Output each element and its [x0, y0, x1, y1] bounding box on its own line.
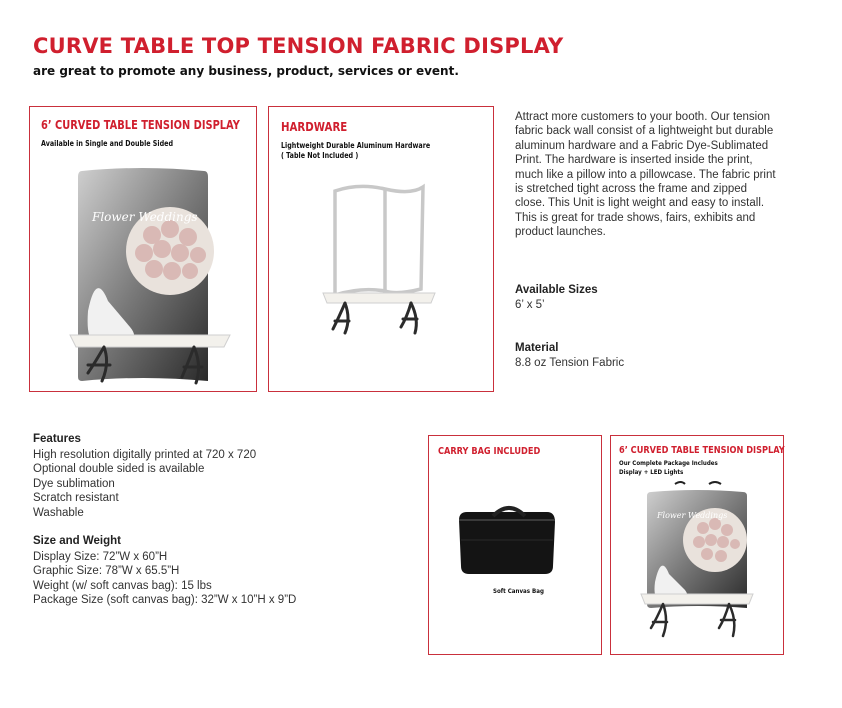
display-product-image	[30, 151, 256, 391]
package-card-subtitle-2: Display + LED Lights	[619, 468, 684, 476]
list-item: High resolution digitally printed at 720 x 720	[33, 449, 257, 461]
hardware-card	[268, 106, 494, 392]
list-item: Graphic Size: 78”W x 65.5”H	[33, 565, 180, 578]
list-item: Display Size: 72”W x 60”H	[33, 551, 168, 563]
hardware-frame-image	[269, 161, 493, 391]
carry-bag-card-title: CARRY BAG INCLUDED	[438, 446, 541, 457]
size-weight-label: Size and Weight	[33, 535, 121, 547]
size-weight-list	[33, 550, 296, 608]
package-card-title: 6’ CURVED TABLE TENSION DISPLAY	[619, 445, 785, 456]
display-card	[29, 106, 257, 392]
display-graphic-text: Flower Weddings	[92, 210, 198, 224]
page-title: CURVE TABLE TOP TENSION FABRIC DISPLAY	[33, 34, 564, 58]
product-description: Attract more customers to your booth. Our tension fabric back wall consist of a lightweight but durable aluminum hardware and a Fabric Dye-Sublimated Print. The hardware is inserted inside the print, much like a pillow into a pillowcase. The fabric print is stretched tight across the frame and zipped close. This Unit is light weight and easy to install. This is great for trade shows, fairs, exhibits and product launches.	[515, 111, 776, 239]
list-item: Package Size (soft canvas bag): 32”W x 10”H x 9”D	[33, 594, 297, 607]
package-product-image	[611, 478, 783, 654]
list-item: Optional double sided is available	[33, 463, 205, 476]
carry-bag-card	[428, 435, 602, 655]
display-card-subtitle: Available in Single and Double Sided	[41, 139, 174, 148]
available-sizes-label: Available Sizes	[515, 284, 598, 296]
material-value: 8.8 oz Tension Fabric	[515, 357, 625, 369]
carry-bag-image	[429, 500, 601, 600]
features-label: Features	[33, 433, 81, 445]
material-label: Material	[515, 342, 559, 354]
package-card-subtitle-1: Our Complete Package Includes	[619, 459, 718, 467]
package-graphic-text: Flower Weddings	[657, 511, 728, 520]
list-item: Dye sublimation	[33, 477, 115, 490]
display-card-title: 6’ CURVED TABLE TENSION DISPLAY	[41, 118, 240, 132]
hardware-card-title: HARDWARE	[281, 120, 348, 134]
list-item: Scratch resistant	[33, 492, 119, 505]
hardware-card-subtitle-1: Lightweight Durable Aluminum Hardware	[281, 141, 431, 150]
list-item: Washable	[33, 506, 84, 519]
hardware-card-subtitle-2: ( Table Not Included )	[281, 151, 359, 160]
features-list	[33, 448, 256, 520]
list-item: Weight (w/ soft canvas bag): 15 lbs	[33, 579, 212, 592]
page-subtitle: are great to promote any business, product, services or event.	[33, 64, 459, 78]
carry-bag-caption: Soft Canvas Bag	[493, 587, 544, 595]
available-sizes-value: 6’ x 5’	[515, 299, 545, 311]
package-card	[610, 435, 784, 655]
